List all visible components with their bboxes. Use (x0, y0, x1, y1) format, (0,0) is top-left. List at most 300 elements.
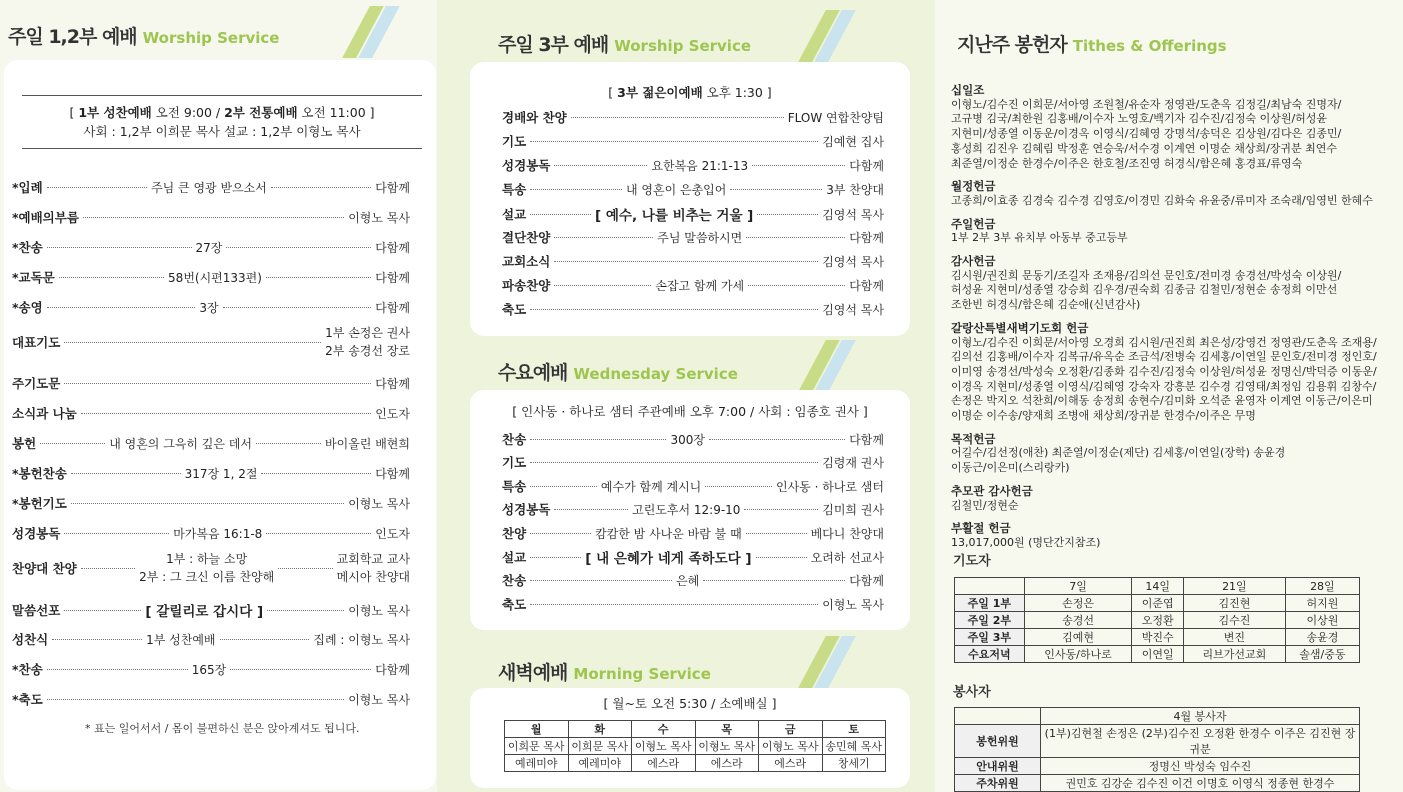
order-label: 특송 (502, 182, 527, 197)
offerings-list (951, 83, 1381, 559)
leader-dots (271, 187, 371, 188)
order-row (12, 238, 410, 256)
leader-dots (571, 117, 784, 118)
leader-cell: 이희문 목사 (568, 738, 632, 755)
order-leader: 다함께 (375, 300, 411, 315)
order-leader (325, 324, 410, 360)
offering-heading: 월정헌금 (951, 179, 996, 194)
order-row (12, 208, 410, 226)
order-row (502, 108, 884, 126)
hdr-time1: 오전 9:00 / (151, 105, 225, 120)
order-content: 317장 1, 2절 (184, 466, 258, 481)
prayer-name: 리브가선교회 (1184, 646, 1286, 663)
leader-dots (703, 580, 845, 581)
order-row (502, 132, 884, 150)
order-leader: 오려하 선교사 (810, 550, 884, 565)
order-leader: 다함께 (375, 466, 410, 481)
order-label: 경배와 찬양 (502, 110, 567, 125)
offerings-title (957, 30, 1227, 57)
hdr-service2: 2부 전통예배 (224, 105, 298, 120)
hdr-bracket: [ (608, 85, 618, 100)
leader-dots (71, 503, 344, 504)
order-leader: 다함께 (375, 662, 410, 677)
morning-schedule-table (504, 720, 886, 772)
order-content: 내 영혼의 그윽히 깊은 데서 (109, 436, 252, 451)
leader-dots (52, 639, 142, 640)
order-label: 성경봉독 (502, 502, 551, 517)
prayer-name: 이연일 (1132, 646, 1184, 663)
order-label: 찬양 (502, 526, 527, 541)
volunteer-names: (1부)김현철 손정은 (2부)김수진 오정환 한경수 이주은 김진현 장귀분 (1041, 725, 1360, 758)
leader-dots (81, 413, 371, 414)
volunteer-row (955, 775, 1360, 792)
leader-dots (530, 214, 591, 215)
prayer-row (955, 595, 1360, 612)
leader-dots (230, 669, 371, 670)
leader-dots (47, 699, 345, 700)
leader-dots (83, 217, 344, 218)
order-content: 27장 (195, 240, 223, 255)
wednesday-title-en: Wednesday Service (573, 365, 738, 383)
leader-dots (81, 568, 135, 569)
books-row (505, 755, 886, 772)
order-label: *교독문 (12, 270, 55, 285)
prayer-row (955, 612, 1360, 629)
days-row (505, 721, 886, 738)
leader-dots (554, 261, 818, 262)
book-cell: 창세기 (822, 755, 886, 772)
order-content: 마가복음 16:1-8 (173, 526, 263, 541)
offering-group (951, 484, 1381, 513)
leader-dots (64, 533, 169, 534)
offering-names: 김의선 김홍배/이수자 김복규/유옥순 조금석/전병숙 김세홍/이연일 문인호/전미경 정인호/ (951, 350, 1377, 364)
offering-heading: 십일조 (951, 83, 985, 97)
volunteer-corner (955, 708, 1041, 725)
order-leader: 다함께 (849, 230, 884, 245)
prayer-name: 손정은 (1024, 595, 1132, 612)
offering-heading: 추모관 감사헌금 (951, 483, 1033, 498)
order-content: 300장 (670, 432, 705, 447)
leader-dots (220, 639, 310, 640)
order-content: 캄캄한 밤 사나운 바람 불 때 (595, 526, 742, 541)
prayer-date: 14일 (1132, 578, 1184, 595)
hdr-time3: 오후 1:30 ] (702, 85, 772, 100)
leader-dots (47, 247, 192, 248)
hdr-bracket: [ (69, 105, 79, 120)
order-row (502, 156, 884, 174)
leader-dots (47, 187, 147, 188)
order-label: 찬송 (502, 432, 527, 447)
order-leader: 다함께 (375, 270, 411, 285)
order-content-line: 2부 : 그 크신 이름 찬양해 (139, 570, 275, 584)
leader-dots (266, 277, 371, 278)
order-content: 1부 성찬예배 (146, 632, 216, 647)
offering-group (951, 432, 1381, 476)
offering-names: 허성윤 지현미/성종열 강승희 김우경/권숙희 김종금 김철민/정현순 송정희 이만선 (951, 283, 1338, 297)
prayer-name: 송윤경 (1285, 629, 1359, 646)
leader-dots (554, 165, 647, 166)
order-leader: 다함께 (849, 278, 884, 293)
offering-heading: 감사헌금 (951, 254, 996, 269)
day-header: 금 (759, 721, 823, 738)
volunteer-role: 주차위원 (955, 775, 1041, 792)
order-leader: 인사동 · 하나로 샘터 (776, 479, 884, 494)
order-content: 주님 말씀하시면 (657, 230, 743, 245)
offering-group (951, 254, 1381, 313)
volunteer-month: 4월 봉사자 (1041, 708, 1360, 725)
order-row (502, 180, 884, 198)
order-label: *축도 (12, 692, 43, 707)
order-row (502, 252, 884, 270)
volunteer-role: 봉헌위원 (955, 725, 1041, 758)
offering-group (951, 321, 1381, 424)
order-row (502, 453, 884, 471)
service3-card (470, 62, 910, 336)
order-leader: 김미희 권사 (822, 502, 885, 517)
order-label: 파송찬양 (502, 278, 551, 293)
order-content: 58번(시편133편) (168, 270, 262, 285)
volunteer-row (955, 758, 1360, 775)
order-row (502, 595, 884, 613)
offering-names: 이미영 송경선/박성숙 오정환/김종화 김수진/김정숙 이상원/허성윤 정명신/박덕증 이동운/ (951, 364, 1377, 378)
order-leader (337, 550, 410, 586)
wednesday-header: [ 인사동 · 하나로 샘터 주관예배 오후 7:00 / 사회 : 임종호 권사 ] (512, 404, 868, 419)
leader-dots (530, 604, 818, 605)
order-label: *예배의부름 (12, 210, 79, 225)
leader-dots (266, 533, 371, 534)
day-header: 화 (568, 721, 632, 738)
order-content: 고린도후서 12:9-10 (632, 502, 741, 517)
volunteer-names: 정명신 박성숙 임수진 (1041, 758, 1360, 775)
order-leader: 집례 : 이형노 목사 (313, 632, 411, 647)
offering-names: 최준열/이정순 한경수/이주은 한호철/조진영 허경식/함은혜 홍경표/류영숙 (951, 156, 1303, 170)
order-leader: 김예현 집사 (822, 134, 884, 149)
leader-dots (554, 285, 651, 286)
prayer-name: 이상원 (1285, 612, 1359, 629)
offering-heading: 부활절 헌금 (951, 521, 1011, 536)
offering-names: 고종희/이효종 김경숙 김수경 김영호/이경민 김화숙 유윤중/류미자 조숙래/임영빈 한혜수 (951, 193, 1373, 207)
leader-dots (757, 214, 818, 215)
offering-names: 고규병 김국/최한원 김홍배/이수자 노영호/백기자 김수진/김정숙 이상원/허성윤 (951, 112, 1328, 126)
day-header: 수 (632, 721, 696, 738)
order-content: [ 내 은혜가 네게 족하도다 ] (585, 551, 752, 567)
order-row (12, 494, 410, 512)
prayer-service: 수요저녁 (955, 646, 1025, 663)
order-row (502, 524, 884, 542)
order-label: 찬양대 찬양 (12, 561, 77, 576)
order-content: 165장 (191, 662, 227, 677)
offering-heading: 목적헌금 (951, 431, 996, 446)
order-leader: 김영석 목사 (822, 254, 884, 269)
leader-dots (64, 610, 141, 611)
hdr-service1: 1부 성찬예배 (78, 105, 152, 120)
order-label: 주기도문 (12, 376, 61, 391)
prayer-name: 솔샘/중동 (1285, 646, 1359, 663)
order-row (502, 500, 884, 518)
leader-dots (64, 342, 321, 343)
prayer-corner (955, 578, 1025, 595)
order-label: 봉헌 (12, 436, 37, 451)
order-row (502, 228, 884, 246)
order-content: 주님 큰 영광 받으소서 (151, 180, 267, 195)
offering-names: 이명순 이수송/양재희 조병애 채상희/장귀분 한경수/이주은 무명 (951, 409, 1256, 423)
leader-dots (530, 189, 622, 190)
prayer-name: 변진 (1184, 629, 1286, 646)
order-label: *봉헌기도 (12, 496, 67, 511)
service12-title-kr: 주일 1,2부 예배 (8, 26, 137, 48)
volunteer-table (954, 707, 1360, 792)
wednesday-title-kr: 수요예배 (498, 362, 568, 384)
offering-names: 김시원/권진희 문동기/조길자 조재용/김의선 문인호/전미경 송경선/박성숙 이상원/ (951, 268, 1342, 282)
offering-group (951, 217, 1381, 246)
order-content: 은혜 (676, 573, 700, 588)
leader-dots (752, 165, 845, 166)
offering-names: 이동근/이은미(스리랑카) (951, 461, 1070, 475)
order-row (502, 477, 884, 495)
order-leader-line: 1부 손정은 권사 (325, 326, 410, 340)
leader-cell: 이형노 목사 (695, 738, 759, 755)
order-leader: 이형노 목사 (348, 603, 411, 618)
order-leader: 베다니 찬양대 (810, 526, 884, 541)
order-row (12, 434, 410, 452)
leader-dots (530, 557, 581, 558)
order-leader: 김령재 권사 (822, 455, 884, 470)
order-row (502, 204, 884, 224)
prayer-service: 주일 1부 (955, 595, 1025, 612)
leader-cell: 이희문 목사 (505, 738, 569, 755)
order-leader: 3부 찬양대 (826, 182, 885, 197)
book-cell: 에스라 (759, 755, 823, 772)
order-label: *찬송 (12, 240, 43, 255)
order-content-line: 1부 : 하늘 소망 (166, 552, 248, 566)
order-content: 손잡고 함께 가세 (655, 278, 745, 293)
morning-title (498, 658, 711, 685)
order-content: 예수가 함께 계시니 (600, 479, 702, 494)
leader-dots (267, 610, 344, 611)
prayer-name: 김수진 (1184, 612, 1286, 629)
leader-dots (71, 473, 181, 474)
leader-dots (226, 247, 371, 248)
service3-title (498, 30, 751, 57)
wednesday-title (498, 358, 738, 385)
leader-dots (261, 473, 371, 474)
hdr-service3: 3부 젊은이예배 (617, 85, 703, 100)
leader-dots (554, 509, 628, 510)
service3-header (470, 83, 910, 102)
leader-dots (530, 580, 672, 581)
hdr-officiants: 사회 : 1,2부 이희문 목사 설교 : 1,2부 이형노 목사 (83, 124, 361, 139)
volunteer-row (955, 725, 1360, 758)
prayer-row (955, 629, 1360, 646)
order-content: 3장 (199, 300, 219, 315)
order-row (12, 404, 410, 422)
leader-dots (530, 462, 818, 463)
morning-title-kr: 새벽예배 (498, 662, 568, 684)
order-label: 성경봉독 (12, 526, 61, 541)
order-label: 말씀선포 (12, 603, 61, 618)
prayer-name: 허지원 (1285, 595, 1359, 612)
leader-dots (530, 486, 597, 487)
prayer-date: 21일 (1184, 578, 1286, 595)
order-label: 축도 (502, 597, 527, 612)
prayer-name: 오정환 (1132, 612, 1184, 629)
order-row (12, 374, 410, 392)
leader-dots (530, 141, 818, 142)
order-leader: 이형노 목사 (348, 496, 410, 511)
order-leader: 다함께 (375, 180, 410, 195)
order-leader: 다함께 (849, 573, 884, 588)
book-cell: 에스라 (632, 755, 696, 772)
order-content: 내 영혼이 은총입어 (625, 182, 727, 197)
order-leader: 이형노 목사 (348, 692, 410, 707)
order-row (12, 464, 410, 482)
order-leader: 다함께 (375, 376, 410, 391)
service3-title-kr: 주일 3부 예배 (498, 34, 609, 56)
offering-names: 조한빈 허경식/함은혜 김순애(신년감사) (951, 298, 1141, 312)
day-header: 월 (505, 721, 569, 738)
order-label: *봉헌찬송 (12, 466, 67, 481)
order-row (12, 324, 410, 360)
service12-card (4, 60, 436, 790)
prayer-name: 인사동/하나로 (1024, 646, 1132, 663)
day-header: 토 (822, 721, 886, 738)
order-row (12, 550, 410, 586)
offering-names: 이형노/김수진 이희문/서아영 오경희 김시원/권진희 최은성/강영건 정영관/도춘옥 조재용/ (951, 335, 1377, 349)
order-leader-line: 2부 송경선 장로 (325, 344, 410, 358)
leader-dots (223, 307, 372, 308)
order-label: 특송 (502, 479, 527, 494)
prayer-name: 김진현 (1184, 595, 1286, 612)
service12-title-en: Worship Service (142, 29, 280, 47)
offering-group (951, 521, 1381, 550)
offering-heading: 주일헌금 (951, 216, 996, 231)
order-label: 찬송 (502, 573, 527, 588)
leaders-row (505, 738, 886, 755)
order-label: 설교 (502, 207, 527, 222)
order-row (12, 178, 410, 196)
prayer-header-row (955, 578, 1360, 595)
order-leader: 김영석 목사 (822, 302, 884, 317)
leader-dots (59, 277, 164, 278)
day-header: 목 (695, 721, 759, 738)
service12-title (8, 22, 279, 49)
order-row (502, 430, 884, 448)
order-row (12, 660, 410, 678)
offering-names: 이형노/김수진 이희문/서아영 조원철/유순자 정영관/도춘옥 김정길/최남숙 진명자/ (951, 97, 1342, 111)
volunteer-role: 안내위원 (955, 758, 1041, 775)
volunteer-title: 봉사자 (953, 685, 991, 700)
leader-cell: 송민혜 목사 (822, 738, 886, 755)
offering-heading: 갈랑산특별새벽기도회 헌금 (951, 320, 1089, 335)
prayer-service: 주일 2부 (955, 612, 1025, 629)
order-row (12, 690, 410, 708)
order-leader: 다함께 (849, 432, 884, 447)
order-label: 대표기도 (12, 335, 61, 350)
service3-title-en: Worship Service (614, 37, 752, 55)
leader-dots (756, 557, 807, 558)
offering-names: 어길수/김선정(애찬) 최준열/이정순(제단) 김세홍/이연일(장학) 송윤경 (951, 446, 1286, 460)
offering-names: 지현미/성종열 이동운/이경옥 이영식/김혜영 강명석/송덕은 김상원/김다은 김종민/ (951, 127, 1342, 141)
prayer-name: 송경선 (1024, 612, 1132, 629)
leader-dots (746, 533, 807, 534)
offering-names: 손정은 박지오 석찬희/이해동 송정희 송현수/김미화 오석준 윤영자 이계연 이동근/이은미 (951, 394, 1373, 408)
volunteer-names: 권민호 김강순 김수진 이건 이명호 이영식 정종현 한경수 (1041, 775, 1360, 792)
leader-dots (744, 509, 818, 510)
order-row (502, 571, 884, 589)
order-label: 성찬식 (12, 632, 49, 647)
order-row (12, 524, 410, 542)
order-label: 축도 (502, 302, 527, 317)
order-leader: 이형노 목사 (822, 597, 884, 612)
order-label: *찬송 (12, 662, 43, 677)
order-leader: 바이올린 배현희 (325, 436, 410, 451)
offering-names: 13,017,000원 (명단간지참조) (951, 535, 1101, 549)
leader-dots (748, 285, 845, 286)
order-leader: 인도자 (375, 526, 411, 541)
hdr-time2: 오전 11:00 ] (297, 105, 375, 120)
leader-dots (530, 439, 666, 440)
leader-dots (530, 309, 818, 310)
order-label: 교회소식 (502, 254, 551, 269)
leader-dots (64, 383, 371, 384)
order-label: 설교 (502, 550, 527, 565)
order-leader: 인도자 (375, 406, 410, 421)
order-leader: 다함께 (849, 158, 885, 173)
divider (22, 95, 422, 96)
order-row (502, 300, 884, 318)
order-content: 요한복음 21:1-13 (651, 158, 749, 173)
order-leader-line: 메시아 찬양대 (336, 570, 411, 584)
leader-dots (40, 443, 105, 444)
offering-names: 김철민/정현순 (951, 498, 1019, 512)
prayer-row (955, 646, 1360, 663)
prayer-name: 김예현 (1024, 629, 1132, 646)
morning-header: [ 월~토 오전 5:30 / 소예배실 ] (603, 696, 777, 711)
order-leader: FLOW 연합찬양팀 (787, 110, 884, 125)
morning-title-en: Morning Service (573, 665, 711, 683)
book-cell: 예레미야 (568, 755, 632, 772)
prayer-date: 28일 (1285, 578, 1359, 595)
order-label: 결단찬양 (502, 230, 551, 245)
order-row (502, 276, 884, 294)
leader-dots (746, 237, 845, 238)
service12-header (22, 103, 422, 141)
prayer-name: 이준엽 (1132, 595, 1184, 612)
order-content (139, 550, 274, 586)
order-row (12, 630, 410, 648)
leader-dots (47, 669, 188, 670)
leader-dots (705, 486, 772, 487)
book-cell: 예레미야 (505, 755, 569, 772)
prayer-table (954, 577, 1360, 663)
offering-names: 이경옥 지현미/성종열 이영식/김혜영 강숙자 강흥분 김수경 김영태/최정임 김용휘 김창수/ (951, 379, 1377, 393)
leader-dots (730, 189, 822, 190)
order-leader: 김영석 목사 (822, 207, 884, 222)
order-leader: 이형노 목사 (348, 210, 410, 225)
leader-dots (47, 307, 196, 308)
prayer-name: 박진수 (1132, 629, 1184, 646)
order-label: *입례 (12, 180, 43, 195)
order-leader-line: 교회학교 교사 (336, 552, 411, 566)
order-label: 소식과 나눔 (12, 406, 77, 421)
order-label: 기도 (502, 455, 527, 470)
offering-group (951, 83, 1381, 171)
leader-dots (530, 533, 591, 534)
prayer-date: 7일 (1024, 578, 1132, 595)
offerings-title-en: Tithes & Offerings (1072, 37, 1227, 55)
offerings-title-kr: 지난주 봉헌자 (957, 34, 1067, 56)
prayer-service: 주일 3부 (955, 629, 1025, 646)
